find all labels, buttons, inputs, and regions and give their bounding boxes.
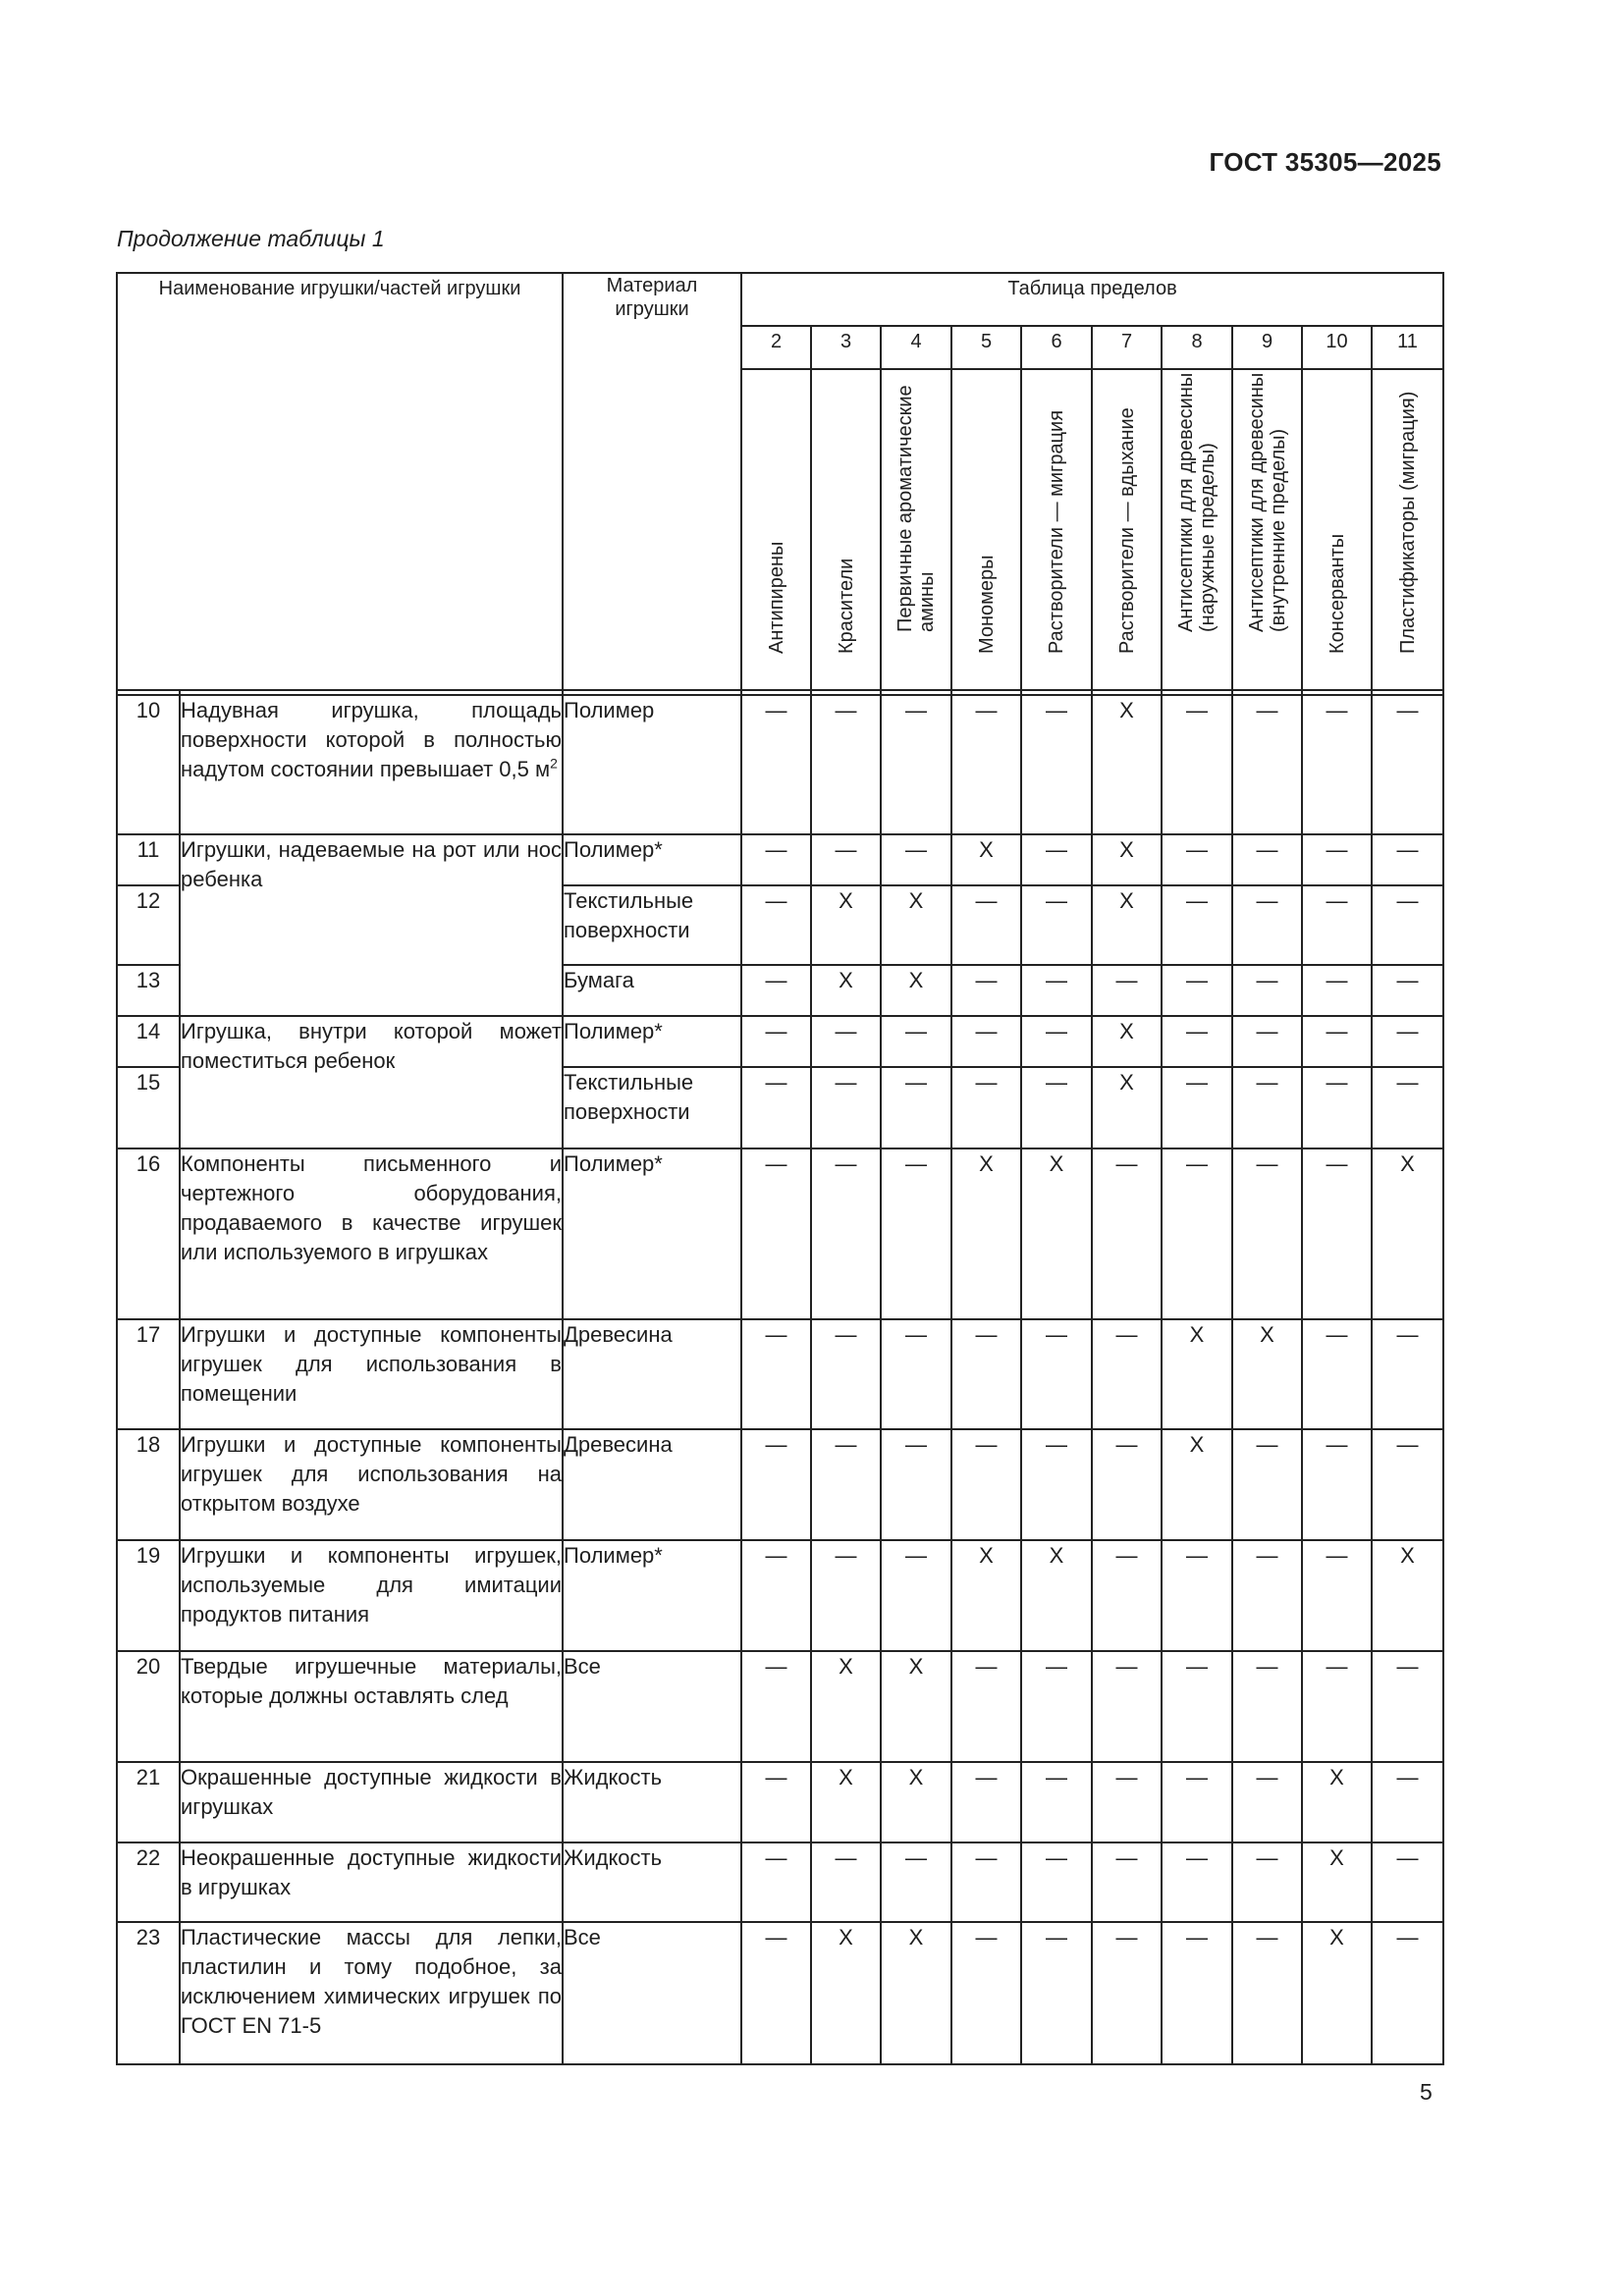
limit-not-applicable-dash: — (741, 1922, 811, 2064)
document-code: ГОСТ 35305—2025 (1209, 147, 1441, 177)
superscript: 2 (550, 755, 558, 772)
toy-material: Полимер* (563, 1148, 741, 1319)
limit-not-applicable-dash: — (951, 1922, 1021, 2064)
limits-table (116, 272, 1444, 2065)
limit-not-applicable-dash: — (1232, 695, 1302, 834)
limit-applies-mark: X (881, 1651, 951, 1762)
limit-not-applicable-dash: — (951, 885, 1021, 965)
limit-not-applicable-dash: — (881, 1319, 951, 1429)
limit-not-applicable-dash: — (1162, 965, 1232, 1016)
header-limit-number: 3 (811, 326, 881, 369)
limit-applies-mark: X (951, 1540, 1021, 1651)
row-number: 23 (117, 1922, 180, 2064)
table-row (117, 834, 1443, 885)
toy-name (180, 1922, 563, 2064)
header-limit-label (1302, 369, 1372, 690)
limit-not-applicable-dash: — (1162, 1540, 1232, 1651)
limit-applies-mark: X (951, 834, 1021, 885)
limit-not-applicable-dash: — (1372, 1922, 1443, 2064)
limit-not-applicable-dash: — (1092, 1762, 1162, 1842)
limit-not-applicable-dash: — (1232, 1651, 1302, 1762)
row-number: 19 (117, 1540, 180, 1651)
limit-not-applicable-dash: — (811, 1540, 881, 1651)
limit-not-applicable-dash: — (811, 1016, 881, 1067)
limit-applies-mark: X (951, 1148, 1021, 1319)
header-limit-label (951, 369, 1021, 690)
header-material-line1: Материал (606, 275, 698, 296)
limit-not-applicable-dash: — (1372, 885, 1443, 965)
toy-name (180, 1540, 563, 1651)
limit-applies-mark: X (811, 1922, 881, 2064)
toy-material: Текстильные поверхности (563, 1067, 741, 1148)
limit-not-applicable-dash: — (1021, 885, 1092, 965)
header-limit-number: 8 (1162, 326, 1232, 369)
toy-material: Древесина (563, 1319, 741, 1429)
toy-name-text: Игрушки и доступные компоненты игрушек для использования в помещении (181, 1322, 562, 1406)
row-number: 16 (117, 1148, 180, 1319)
limit-not-applicable-dash: — (811, 1148, 881, 1319)
limit-not-applicable-dash: — (1302, 1016, 1372, 1067)
toy-material: Полимер* (563, 1016, 741, 1067)
toy-name-text: Твердые игрушечные материалы, которые должны оставлять след (181, 1654, 562, 1708)
limit-not-applicable-dash: — (881, 1067, 951, 1148)
limit-not-applicable-dash: — (1372, 965, 1443, 1016)
limit-applies-mark: X (881, 965, 951, 1016)
limit-not-applicable-dash: — (811, 1067, 881, 1148)
limit-applies-mark: X (1302, 1842, 1372, 1922)
toy-name (180, 1842, 563, 1922)
limit-not-applicable-dash: — (951, 1842, 1021, 1922)
limit-not-applicable-dash: — (811, 1319, 881, 1429)
header-limit-label (1372, 369, 1443, 690)
limit-not-applicable-dash: — (951, 965, 1021, 1016)
toy-material: Все (563, 1922, 741, 2064)
toy-name-text: Окрашенные доступные жидкости в игрушках (181, 1765, 562, 1819)
limit-not-applicable-dash: — (1092, 1842, 1162, 1922)
header-limit-label-line1: Растворители — вдыхание (1115, 407, 1138, 654)
header-limit-label-line1: Пластификаторы (миграция) (1396, 391, 1419, 654)
limit-not-applicable-dash: — (1372, 1067, 1443, 1148)
limit-not-applicable-dash: — (741, 1842, 811, 1922)
header-limit-label-line2: (наружные пределы) (1197, 443, 1218, 632)
limit-not-applicable-dash: — (741, 1762, 811, 1842)
limit-not-applicable-dash: — (1302, 695, 1372, 834)
table-row (117, 1842, 1443, 1922)
toy-material: Жидкость (563, 1842, 741, 1922)
toy-name (180, 1319, 563, 1429)
limit-not-applicable-dash: — (1302, 1148, 1372, 1319)
toy-name (180, 834, 563, 1016)
limit-not-applicable-dash: — (881, 1429, 951, 1540)
header-material (563, 273, 741, 690)
limit-not-applicable-dash: — (1372, 1429, 1443, 1540)
limit-not-applicable-dash: — (1092, 1540, 1162, 1651)
row-number: 18 (117, 1429, 180, 1540)
limit-not-applicable-dash: — (1232, 1016, 1302, 1067)
limit-applies-mark: X (1372, 1148, 1443, 1319)
toy-name (180, 1762, 563, 1842)
limit-not-applicable-dash: — (1302, 965, 1372, 1016)
limit-not-applicable-dash: — (1021, 834, 1092, 885)
limit-applies-mark: X (881, 1762, 951, 1842)
limit-not-applicable-dash: — (951, 1762, 1021, 1842)
limit-not-applicable-dash: — (741, 1148, 811, 1319)
header-limit-label-line1: Антисептики для древесины (1245, 372, 1268, 632)
limit-not-applicable-dash: — (951, 1067, 1021, 1148)
limit-not-applicable-dash: — (741, 1540, 811, 1651)
toy-name-text: Игрушки и доступные компоненты игрушек для использования на открытом воздухе (181, 1432, 562, 1516)
toy-name-text: Игрушка, внутри которой может поместиться ребенок (181, 1019, 562, 1073)
table-row (117, 1762, 1443, 1842)
limit-applies-mark: X (1302, 1762, 1372, 1842)
table-caption: Продолжение таблицы 1 (117, 226, 385, 251)
limit-applies-mark: X (1021, 1148, 1092, 1319)
limit-not-applicable-dash: — (741, 965, 811, 1016)
limit-not-applicable-dash: — (1232, 885, 1302, 965)
header-limit-label (1092, 369, 1162, 690)
limit-not-applicable-dash: — (1372, 1842, 1443, 1922)
limit-not-applicable-dash: — (1302, 1540, 1372, 1651)
limit-not-applicable-dash: — (811, 834, 881, 885)
toy-name-text: Игрушки, надеваемые на рот или нос ребенка (181, 837, 562, 891)
limit-not-applicable-dash: — (811, 1429, 881, 1540)
limit-not-applicable-dash: — (1021, 1922, 1092, 2064)
table-row (117, 1922, 1443, 2064)
limit-not-applicable-dash: — (1372, 1651, 1443, 1762)
header-limit-label (881, 369, 951, 690)
header-limit-number: 2 (741, 326, 811, 369)
table-row (117, 1148, 1443, 1319)
table-row (117, 1429, 1443, 1540)
limit-not-applicable-dash: — (1232, 1148, 1302, 1319)
row-number: 22 (117, 1842, 180, 1922)
limit-not-applicable-dash: — (1021, 1762, 1092, 1842)
toy-name (180, 1016, 563, 1148)
header-limit-number: 4 (881, 326, 951, 369)
limit-not-applicable-dash: — (951, 695, 1021, 834)
limit-not-applicable-dash: — (1092, 1148, 1162, 1319)
row-number: 21 (117, 1762, 180, 1842)
limit-applies-mark: X (1372, 1540, 1443, 1651)
toy-name (180, 1651, 563, 1762)
table-row (117, 695, 1443, 834)
limit-not-applicable-dash: — (1021, 1651, 1092, 1762)
toy-material: Полимер (563, 695, 741, 834)
toy-material: Полимер* (563, 1540, 741, 1651)
limit-not-applicable-dash: — (1302, 885, 1372, 965)
header-limit-label (811, 369, 881, 690)
limit-applies-mark: X (811, 1762, 881, 1842)
limit-applies-mark: X (881, 1922, 951, 2064)
limit-applies-mark: X (1021, 1540, 1092, 1651)
table-row (117, 1016, 1443, 1067)
limit-applies-mark: X (1302, 1922, 1372, 2064)
limit-not-applicable-dash: — (881, 695, 951, 834)
toy-name-text: Надувная игрушка, площадь поверхности которой в полностью надутом состоянии превышает 0,5 м (181, 698, 562, 781)
limit-not-applicable-dash: — (741, 885, 811, 965)
header-limit-label-line2: (внутренние пределы) (1267, 428, 1289, 632)
toy-name (180, 1429, 563, 1540)
limit-not-applicable-dash: — (1162, 1651, 1232, 1762)
table-row (117, 1540, 1443, 1651)
header-limit-number: 5 (951, 326, 1021, 369)
limit-not-applicable-dash: — (1232, 1922, 1302, 2064)
header-limits-group: Таблица пределов (741, 273, 1443, 326)
limit-applies-mark: X (811, 885, 881, 965)
limit-not-applicable-dash: — (1372, 834, 1443, 885)
limit-applies-mark: X (1232, 1319, 1302, 1429)
limit-not-applicable-dash: — (741, 834, 811, 885)
limit-not-applicable-dash: — (1021, 695, 1092, 834)
limit-applies-mark: X (1092, 885, 1162, 965)
header-limit-number: 9 (1232, 326, 1302, 369)
limit-not-applicable-dash: — (1162, 834, 1232, 885)
header-limit-label-line1: Антисептики для древесины (1175, 372, 1197, 632)
header-limit-number: 7 (1092, 326, 1162, 369)
limit-not-applicable-dash: — (1092, 1651, 1162, 1762)
toy-material: Полимер* (563, 834, 741, 885)
limit-not-applicable-dash: — (811, 1842, 881, 1922)
limit-not-applicable-dash: — (1232, 1842, 1302, 1922)
toy-material: Бумага (563, 965, 741, 1016)
header-limit-label (741, 369, 811, 690)
limit-applies-mark: X (1092, 834, 1162, 885)
limit-not-applicable-dash: — (1162, 885, 1232, 965)
header-limit-label-line2: амины (916, 571, 938, 632)
limit-applies-mark: X (811, 965, 881, 1016)
limit-applies-mark: X (1092, 695, 1162, 834)
toy-material: Все (563, 1651, 741, 1762)
toy-material: Жидкость (563, 1762, 741, 1842)
limit-not-applicable-dash: — (1021, 1842, 1092, 1922)
limit-not-applicable-dash: — (1232, 1762, 1302, 1842)
toy-name-text: Игрушки и компоненты игрушек, используемые для имитации продуктов питания (181, 1543, 562, 1627)
limit-not-applicable-dash: — (1372, 695, 1443, 834)
limit-not-applicable-dash: — (951, 1429, 1021, 1540)
limit-not-applicable-dash: — (741, 1319, 811, 1429)
limit-not-applicable-dash: — (1021, 1016, 1092, 1067)
toy-name-text: Пластические массы для лепки, пластилин и тому подобное, за исключением химических игрушек по ГОСТ EN 71-5 (181, 1925, 562, 2038)
header-toy-name: Наименование игрушки/частей игрушки (117, 273, 563, 690)
limit-not-applicable-dash: — (951, 1651, 1021, 1762)
limit-not-applicable-dash: — (1162, 695, 1232, 834)
limit-not-applicable-dash: — (1302, 1651, 1372, 1762)
limit-not-applicable-dash: — (1092, 1429, 1162, 1540)
limit-not-applicable-dash: — (741, 1429, 811, 1540)
limit-applies-mark: X (1092, 1016, 1162, 1067)
row-number: 17 (117, 1319, 180, 1429)
header-limit-number: 10 (1302, 326, 1372, 369)
limit-not-applicable-dash: — (881, 1540, 951, 1651)
row-number: 14 (117, 1016, 180, 1067)
limit-applies-mark: X (1162, 1319, 1232, 1429)
limit-not-applicable-dash: — (1162, 1762, 1232, 1842)
row-number: 13 (117, 965, 180, 1016)
toy-material: Текстильные поверхности (563, 885, 741, 965)
header-material-line2: игрушки (615, 298, 689, 320)
limit-not-applicable-dash: — (881, 1016, 951, 1067)
limit-not-applicable-dash: — (1232, 1540, 1302, 1651)
limit-not-applicable-dash: — (1021, 1067, 1092, 1148)
limit-not-applicable-dash: — (1232, 1067, 1302, 1148)
limit-not-applicable-dash: — (881, 1842, 951, 1922)
header-limit-label-line1: Антипирены (765, 541, 787, 654)
limit-not-applicable-dash: — (1302, 1067, 1372, 1148)
header-limit-label (1021, 369, 1092, 690)
table-row (117, 1651, 1443, 1762)
limit-not-applicable-dash: — (1021, 1319, 1092, 1429)
limit-not-applicable-dash: — (1162, 1148, 1232, 1319)
limit-not-applicable-dash: — (1372, 1762, 1443, 1842)
limit-not-applicable-dash: — (1372, 1319, 1443, 1429)
toy-name-text: Неокрашенные доступные жидкости в игрушках (181, 1845, 562, 1899)
limit-not-applicable-dash: — (1232, 834, 1302, 885)
limit-not-applicable-dash: — (1162, 1067, 1232, 1148)
toy-name (180, 695, 563, 834)
header-limit-label-line1: Консерванты (1326, 533, 1348, 654)
limit-not-applicable-dash: — (1302, 834, 1372, 885)
limit-not-applicable-dash: — (741, 695, 811, 834)
header-limit-number: 6 (1021, 326, 1092, 369)
row-number: 15 (117, 1067, 180, 1148)
toy-name (180, 1148, 563, 1319)
limit-not-applicable-dash: — (1302, 1319, 1372, 1429)
limit-not-applicable-dash: — (741, 1651, 811, 1762)
limit-not-applicable-dash: — (951, 1016, 1021, 1067)
limit-applies-mark: X (1092, 1067, 1162, 1148)
header-limit-label-line1: Мономеры (975, 555, 998, 654)
header-limit-number: 11 (1372, 326, 1443, 369)
header-limit-label (1232, 369, 1302, 690)
row-number: 11 (117, 834, 180, 885)
limit-not-applicable-dash: — (1162, 1842, 1232, 1922)
limit-not-applicable-dash: — (1092, 1922, 1162, 2064)
row-number: 10 (117, 695, 180, 834)
limit-not-applicable-dash: — (1162, 1016, 1232, 1067)
limit-applies-mark: X (1162, 1429, 1232, 1540)
table-row (117, 1319, 1443, 1429)
limit-not-applicable-dash: — (1021, 965, 1092, 1016)
limit-not-applicable-dash: — (1372, 1016, 1443, 1067)
row-number: 12 (117, 885, 180, 965)
limit-not-applicable-dash: — (1092, 965, 1162, 1016)
limit-not-applicable-dash: — (1232, 1429, 1302, 1540)
limit-not-applicable-dash: — (1162, 1922, 1232, 2064)
limit-not-applicable-dash: — (741, 1016, 811, 1067)
toy-name-text: Компоненты письменного и чертежного оборудования, продаваемого в качестве игрушек или используемого в игрушках (181, 1151, 562, 1264)
limit-applies-mark: X (811, 1651, 881, 1762)
header-limit-label-line1: Растворители — миграция (1046, 409, 1067, 654)
limit-not-applicable-dash: — (741, 1067, 811, 1148)
limit-not-applicable-dash: — (1302, 1429, 1372, 1540)
limit-not-applicable-dash: — (881, 1148, 951, 1319)
row-number: 20 (117, 1651, 180, 1762)
limit-applies-mark: X (881, 885, 951, 965)
header-limit-label-line1: Красители (835, 558, 857, 654)
limit-not-applicable-dash: — (1092, 1319, 1162, 1429)
header-limit-label-line1: Первичные ароматические (894, 385, 916, 632)
limit-not-applicable-dash: — (1021, 1429, 1092, 1540)
limit-not-applicable-dash: — (1232, 965, 1302, 1016)
limit-not-applicable-dash: — (881, 834, 951, 885)
header-limit-label (1162, 369, 1232, 690)
limit-not-applicable-dash: — (811, 695, 881, 834)
page-number: 5 (1420, 2079, 1433, 2105)
limit-not-applicable-dash: — (951, 1319, 1021, 1429)
toy-material: Древесина (563, 1429, 741, 1540)
